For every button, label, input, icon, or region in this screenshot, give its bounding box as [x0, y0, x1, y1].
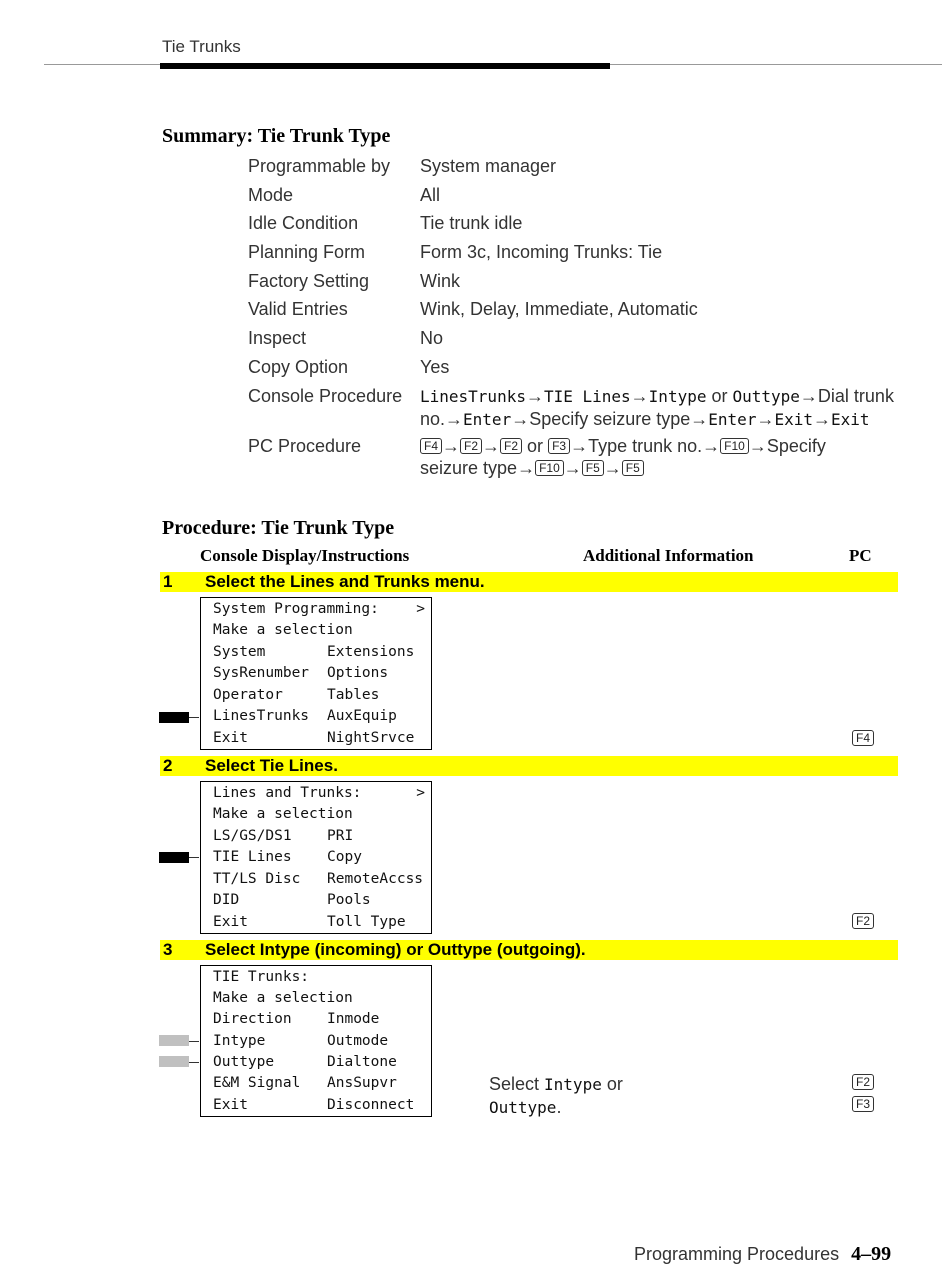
step-bar: [160, 572, 898, 592]
step-number: 2: [163, 756, 173, 775]
instruction-text: Specify seizure type: [529, 409, 691, 429]
arrow-icon: →: [690, 409, 709, 429]
screen-prompt: Make a selection: [213, 806, 353, 822]
arrow-icon: →: [570, 436, 589, 456]
screen-line: [213, 869, 424, 890]
instruction-text: seizure type: [420, 458, 518, 478]
step-instruction: Select the Lines and Trunks menu.: [205, 572, 485, 591]
arrow-icon: →: [445, 409, 464, 429]
console-procedure-value: [420, 385, 900, 431]
console-procedure-line-1: [420, 385, 900, 408]
page-number: 4–99: [851, 1243, 892, 1265]
additional-info: [489, 1073, 623, 1119]
page-footer: [634, 1243, 891, 1266]
menu-option: AnsSupvr: [327, 1075, 397, 1091]
summary-value: Yes: [420, 357, 450, 377]
selection-pointer: [159, 712, 189, 723]
console-screen: [200, 781, 432, 934]
menu-option: Outmode: [327, 1033, 389, 1049]
menu-option: Exit: [213, 730, 248, 746]
function-key: F10: [720, 438, 749, 454]
function-key: F2: [460, 438, 482, 454]
console-screen: [200, 597, 432, 750]
summary-value: System manager: [420, 156, 557, 176]
arrow-icon: →: [756, 409, 775, 429]
menu-option: PRI: [327, 828, 354, 844]
summary-heading: Summary: Tie Trunk Type: [162, 125, 391, 147]
step-number: 3: [163, 940, 173, 959]
menu-path-text: Outtype: [732, 387, 800, 406]
additional-text: .: [556, 1097, 562, 1117]
summary-value: All: [420, 185, 441, 205]
screen-line: [213, 706, 397, 727]
summary-value: Tie trunk idle: [420, 213, 523, 233]
summary-value: No: [420, 328, 444, 348]
function-key: F3: [548, 438, 570, 454]
arrow-icon: →: [812, 409, 831, 429]
function-key: F2: [852, 1074, 874, 1090]
console-screen: [200, 965, 432, 1117]
menu-path-text: Intype: [648, 387, 707, 406]
selection-pointer: [159, 852, 189, 863]
menu-option: TT/LS Disc: [213, 871, 301, 887]
screen-prompt: Make a selection: [213, 990, 353, 1006]
step-bar: [160, 940, 898, 960]
console-procedure-label: Console Procedure: [248, 386, 403, 406]
summary-value: Wink, Delay, Immediate, Automatic: [420, 299, 698, 319]
selection-pointer-tail: [189, 717, 199, 718]
summary-label: Programmable by: [248, 156, 391, 176]
screen-line: [213, 890, 371, 911]
menu-option: Operator: [213, 687, 283, 703]
instruction-text: no.: [420, 409, 446, 429]
screen-line: [213, 663, 389, 684]
menu-option: Extensions: [327, 644, 415, 660]
menu-option: System: [213, 644, 266, 660]
arrow-icon: →: [517, 458, 536, 478]
menu-option: Exit: [213, 914, 248, 930]
instruction-text: Type trunk no.: [588, 436, 703, 456]
summary-label: Factory Setting: [248, 271, 370, 291]
arrow-icon: →: [702, 436, 721, 456]
option-pointer-tail: [189, 1062, 199, 1063]
arrow-icon: →: [563, 458, 582, 478]
menu-option: SysRenumber: [213, 665, 310, 681]
screen-line: [213, 685, 380, 706]
menu-path-text: TIE Lines: [543, 387, 631, 406]
menu-option-selected: TIE Lines: [213, 849, 292, 865]
menu-path-text: LinesTrunks: [420, 387, 526, 406]
function-key: F5: [582, 460, 604, 476]
arrow-icon: →: [482, 436, 501, 456]
screen-line: [213, 988, 353, 1009]
summary-label: Valid Entries: [248, 299, 348, 319]
screen-line: [213, 1031, 389, 1052]
screen-title: Lines and Trunks:: [213, 785, 362, 801]
arrow-icon: →: [525, 386, 544, 406]
selection-pointer-tail: [189, 857, 199, 858]
step-number: 1: [163, 572, 173, 591]
screen-line: [213, 1052, 397, 1073]
menu-option: E&M Signal: [213, 1075, 301, 1091]
menu-option: Tables: [327, 687, 380, 703]
screen-line: [213, 642, 415, 663]
instruction-text: Dial trunk: [817, 386, 894, 406]
arrow-icon: →: [748, 436, 767, 456]
pc-procedure-value: [420, 435, 900, 479]
procedure-heading: Procedure: Tie Trunk Type: [162, 517, 395, 539]
or-text: or: [706, 386, 733, 406]
menu-path-text: Exit: [774, 410, 813, 429]
menu-path-text: Enter: [708, 410, 757, 429]
screen-line: [213, 1095, 415, 1116]
function-key: F4: [852, 730, 874, 746]
function-key: F2: [500, 438, 522, 454]
screen-title: TIE Trunks:: [213, 969, 310, 985]
function-key: F10: [535, 460, 564, 476]
additional-text: or: [601, 1074, 623, 1094]
screen-line: [213, 967, 309, 988]
menu-option: Toll Type: [327, 914, 406, 930]
summary-label: Idle Condition: [248, 213, 359, 233]
column-header-additional: Additional Information: [583, 546, 754, 565]
screen-line: [213, 912, 406, 933]
pc-procedure-label: PC Procedure: [248, 436, 362, 456]
menu-option: Direction: [213, 1011, 292, 1027]
arrow-icon: →: [603, 458, 622, 478]
screen-title: System Programming:: [213, 601, 379, 617]
menu-path-text: Exit: [830, 410, 870, 429]
footer-text: Programming Procedures: [634, 1244, 840, 1264]
menu-option: Exit: [213, 1097, 248, 1113]
menu-path-text: Enter: [463, 410, 512, 429]
column-header-console: Console Display/Instructions: [200, 546, 410, 565]
step-bar: [160, 756, 898, 776]
screen-line: [213, 599, 429, 620]
summary-label: Copy Option: [248, 357, 349, 377]
option-pointer-tail: [189, 1041, 199, 1042]
more-arrow-icon: >: [416, 785, 425, 801]
running-head: Tie Trunks: [162, 37, 241, 56]
function-key: F5: [622, 460, 644, 476]
menu-option-selected: Intype: [213, 1033, 266, 1049]
screen-line: [213, 783, 429, 804]
step-instruction: Select Intype (incoming) or Outtype (outgoing).: [205, 940, 586, 959]
screen-line: [213, 728, 415, 749]
menu-option: AuxEquip: [327, 708, 397, 724]
arrow-icon: →: [630, 386, 649, 406]
menu-option: LS/GS/DS1: [213, 828, 292, 844]
function-key: F4: [420, 438, 442, 454]
screen-line: [213, 1073, 397, 1094]
menu-option: DID: [213, 892, 240, 908]
menu-path-text: Outtype: [489, 1098, 557, 1117]
menu-option: Options: [327, 665, 389, 681]
menu-option-selected: Outtype: [213, 1054, 275, 1070]
menu-option: RemoteAccss: [327, 871, 424, 887]
menu-option: Dialtone: [327, 1054, 397, 1070]
step-instruction: Select Tie Lines.: [205, 756, 338, 775]
function-key: F3: [852, 1096, 874, 1112]
more-arrow-icon: >: [416, 601, 425, 617]
screen-prompt: Make a selection: [213, 622, 353, 638]
screen-line: [213, 804, 353, 825]
additional-text: Select: [489, 1074, 545, 1094]
arrow-icon: →: [799, 386, 818, 406]
screen-line: [213, 847, 362, 868]
screen-line: [213, 826, 354, 847]
pc-procedure-line-2: [420, 457, 900, 479]
menu-option: Copy: [327, 849, 362, 865]
console-procedure-line-2: [420, 408, 900, 431]
summary-value: Form 3c, Incoming Trunks: Tie: [420, 242, 663, 262]
option-pointer: [159, 1056, 189, 1067]
pc-procedure-line-1: [420, 435, 900, 457]
screen-line: [213, 620, 353, 641]
function-key: F2: [852, 913, 874, 929]
arrow-icon: →: [511, 409, 530, 429]
summary-label: Mode: [248, 185, 294, 205]
option-pointer: [159, 1035, 189, 1046]
menu-option-selected: LinesTrunks: [213, 708, 310, 724]
arrow-icon: →: [442, 436, 461, 456]
summary-label: Inspect: [248, 328, 307, 348]
summary-label: Planning Form: [248, 242, 366, 262]
instruction-text: Specify: [766, 436, 826, 456]
menu-option: Pools: [327, 892, 371, 908]
menu-path-text: Intype: [544, 1075, 602, 1094]
header-rule-thick: [160, 63, 610, 69]
summary-value: Wink: [420, 271, 460, 291]
column-header-pc: PC: [849, 546, 872, 565]
or-text: or: [522, 436, 549, 456]
screen-line: [213, 1009, 380, 1030]
menu-option: Inmode: [327, 1011, 380, 1027]
menu-option: Disconnect: [327, 1097, 415, 1113]
menu-option: NightSrvce: [327, 730, 415, 746]
